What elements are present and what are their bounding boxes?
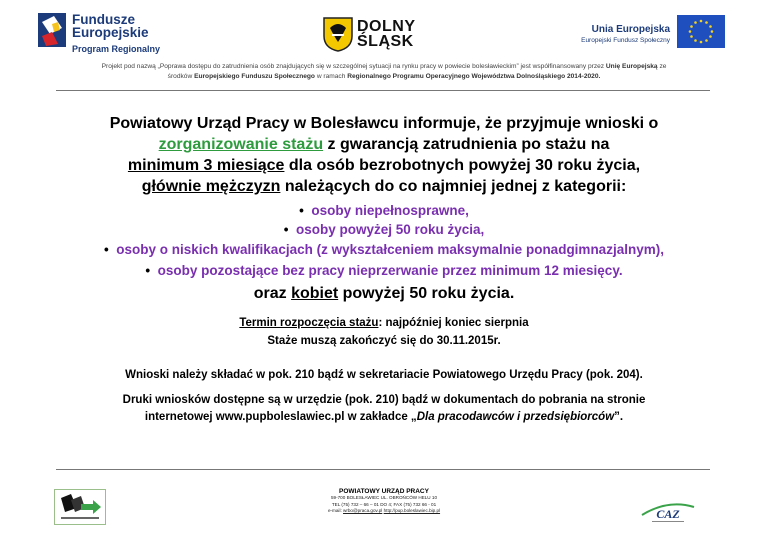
caz-logo-text: CAZ	[656, 507, 680, 521]
bip-link[interactable]: http://pup.boleslawiec.bip.pl	[383, 508, 441, 513]
project-text-ue: Unię Europejską	[605, 63, 658, 70]
fe-logo-text	[72, 13, 149, 39]
zorganizowanie-stazu-text: zorganizowanie stażu	[158, 136, 324, 153]
category-item: • osoby o niskich kwalifikacjach (z wykształceniem maksymalnie ponadgimnazjalnym),	[104, 242, 664, 257]
caz-logo-icon	[638, 497, 698, 525]
forms-text: internetowej www.pupboleslawiec.pl w zakładce „	[144, 411, 417, 423]
footer-address	[284, 488, 484, 515]
forms-line-1: Druki wniosków dostępne są w urzędzie (pok. 210) bądź w dokumentach do pobrania na stronie	[122, 394, 646, 406]
pup-logo-icon	[54, 489, 106, 525]
project-text-ramach: w ramach	[316, 72, 346, 80]
category-item: • osoby pozostające bez pracy nieprzerwanie przez minimum 12 miesięcy.	[145, 263, 623, 278]
announcement-line-2-rest: z gwarancją zatrudnienia po stażu na	[323, 136, 610, 153]
category-item: • osoby niepełnosprawne,	[299, 203, 469, 218]
eu-flag-icon	[677, 15, 725, 48]
fe-subtitle: Program Regionalny	[72, 44, 161, 54]
project-text-srodkow: środków	[167, 72, 193, 80]
women-text: kobiet	[291, 285, 339, 302]
email-label: e-mail:	[327, 508, 344, 513]
category-text: osoby pozostające bez pracy nieprzerwanie przez minimum 12 miesięcy.	[157, 263, 623, 278]
term-line	[20, 315, 748, 332]
fe-line2: Europejskie	[72, 25, 149, 40]
announcement-line-4	[20, 176, 748, 197]
footer-contact	[284, 508, 484, 515]
ds-line1: DOLNY	[357, 18, 416, 35]
footer-divider	[56, 469, 710, 470]
fe-line1: Fundusze	[72, 12, 135, 27]
announcement-line-3-rest: dla osób bezrobotnych powyżej 30 roku życia,	[284, 157, 641, 174]
category-item: • osoby powyżej 50 roku życia,	[283, 222, 485, 237]
footer-title: POWIATOWY URZĄD PRACY	[339, 488, 429, 495]
forms-line-2	[20, 409, 748, 426]
announcement-line-3	[20, 155, 748, 176]
announcement-line-4-rest: należących do co najmniej jednej z kategorii:	[280, 178, 627, 195]
end-date-line: Staże muszą zakończyć się do 30.11.2015r.	[267, 335, 501, 347]
email-link[interactable]: wrbo@praca.gov.pl	[343, 508, 383, 513]
minimum-months-text: minimum 3 miesiące	[127, 157, 285, 174]
announcement-line-1: Powiatowy Urząd Pracy w Bolesławcu informuje, że przyjmuje wnioski o	[109, 115, 659, 132]
ue-logo-text	[574, 24, 670, 44]
header-divider	[56, 90, 710, 91]
term-label: Termin rozpoczęcia stażu	[239, 317, 379, 329]
ds-line2: ŚLĄSK	[357, 33, 414, 50]
project-text-ze: ze	[659, 63, 667, 70]
ue-title: Unia Europejska	[591, 24, 670, 35]
category-text: osoby powyżej 50 roku życia,	[295, 222, 485, 237]
project-description	[60, 62, 708, 81]
announcement-line-5	[20, 283, 748, 304]
project-text-1: Projekt pod nazwą „Poprawa dostępu do zatrudnienia osób znajdujących się w szczególnej sytuacji na rynku pracy w powiecie bolesławieckim” jest współfinansowany przez	[101, 63, 605, 70]
category-text: osoby niepełnosprawne,	[311, 203, 469, 218]
footer-street: 59-700 BOLESŁAWIEC UL. OBROŃCÓW HELU 10	[330, 495, 438, 500]
employers-tab-text: Dla pracodawców i przedsiębiorców	[416, 411, 615, 423]
term-value: : najpóźniej koniec sierpnia	[378, 317, 529, 329]
project-text-efs: Europejskiego Funduszu Społecznego	[194, 72, 315, 80]
announcement-line-2	[20, 134, 748, 155]
footer-phone: TEL (75) 732 – 66 – 01 DO 4; FAX (75) 732 66 - 01	[331, 501, 437, 507]
forms-end: ”.	[614, 411, 624, 423]
mainly-men-text: głównie mężczyzn	[141, 178, 281, 195]
dolny-slask-crest-icon	[322, 16, 354, 52]
ue-subtitle: Europejski Fundusz Społeczny	[581, 37, 670, 44]
submission-line: Wnioski należy składać w pok. 210 bądź w sekretariacie Powiatowego Urzędu Pracy (pok. 204).	[125, 369, 643, 381]
project-text-rpo: Regionalnego Programu Operacyjnego Województwa Dolnośląskiego 2014-2020.	[347, 72, 601, 80]
dolny-slask-text	[357, 19, 416, 49]
announcement-line-5-rest: powyżej 50 roku życia.	[338, 285, 515, 302]
oraz-text: oraz	[253, 285, 292, 302]
category-text: osoby o niskich kwalifikacjach (z wykształceniem maksymalnie ponadgimnazjalnym),	[116, 242, 664, 257]
